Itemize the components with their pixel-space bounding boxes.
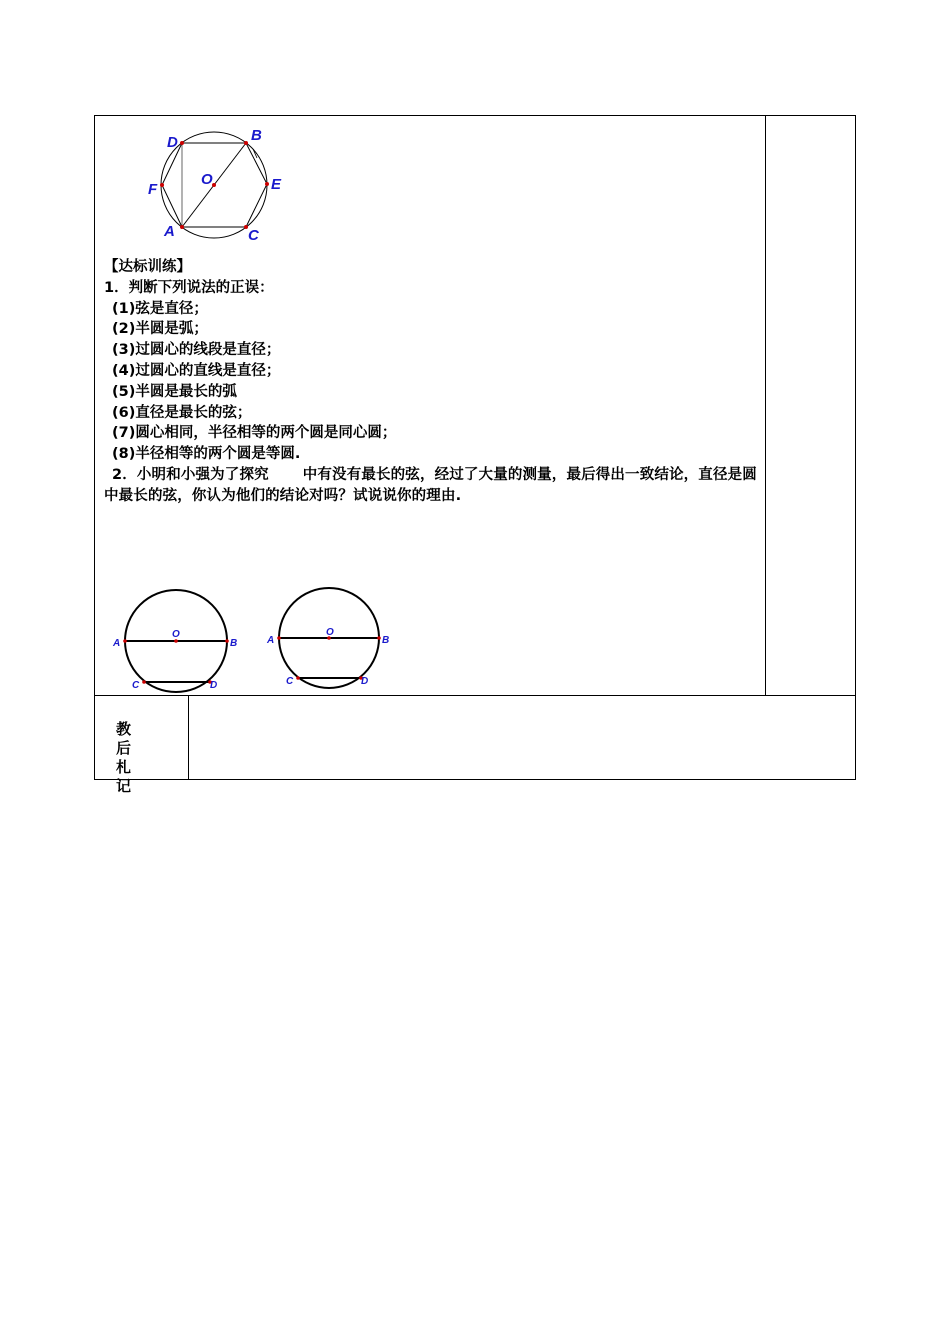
question-2-part1: 2．小明和小强为了探究	[112, 466, 269, 483]
point-label-b: B	[230, 638, 238, 649]
point-label-c: C	[248, 227, 259, 244]
table-column-divider	[765, 115, 766, 696]
statement-4: (4)过圆心的直线是直径；	[112, 362, 281, 379]
circle-chords-figure-1	[108, 585, 248, 695]
point-label-b: B	[251, 127, 262, 144]
teaching-notes-label	[116, 720, 176, 796]
statement-1: (1)弦是直径；	[112, 300, 208, 317]
point-label-c: C	[286, 676, 294, 687]
point-label-f: F	[148, 181, 158, 198]
point-label-o: O	[326, 627, 334, 638]
circle-chords-figure-2	[262, 585, 402, 695]
notes-column-divider	[188, 695, 189, 780]
statement-8: (8)半径相等的两个圆是等圆.	[112, 446, 301, 463]
exercise-text	[104, 257, 759, 507]
point-label-o: O	[201, 171, 213, 188]
point-label-d: D	[167, 134, 178, 151]
point-label-c: C	[132, 680, 140, 691]
notes-char: 记	[116, 777, 132, 795]
notes-char: 札	[116, 758, 132, 776]
question-2-part2: 中有没有最长的弦，经过了大量的测量，最后得出一致结论，直径是圆中最长的弦，你认为他们的结论对吗？试说说你的理由.	[104, 466, 757, 504]
statement-5: (5)半圆是最长的弧	[112, 383, 237, 400]
section-title: 【达标训练】	[104, 259, 191, 275]
statement-2: (2)半圆是弧；	[112, 321, 208, 338]
notes-char: 教	[116, 720, 132, 738]
point-label-a: A	[113, 638, 121, 649]
hexagon-circle-figure	[140, 120, 290, 245]
point-label-e: E	[271, 176, 282, 193]
statement-6: (6)直径是最长的弦；	[112, 404, 252, 421]
point-label-a: A	[164, 223, 175, 240]
question-1-stem: 1．判断下列说法的正误：	[104, 279, 274, 296]
question-2	[104, 465, 759, 507]
point-label-b: B	[382, 635, 390, 646]
point-label-d: D	[361, 676, 369, 687]
point-label-a: A	[267, 635, 275, 646]
point-label-o: O	[172, 629, 180, 640]
notes-char: 后	[116, 739, 132, 757]
statement-7: (7)圆心相同，半径相等的两个圆是同心圆；	[112, 425, 397, 442]
point-label-d: D	[210, 680, 218, 691]
statement-3: (3)过圆心的线段是直径；	[112, 342, 281, 359]
table-row-divider	[94, 695, 856, 696]
